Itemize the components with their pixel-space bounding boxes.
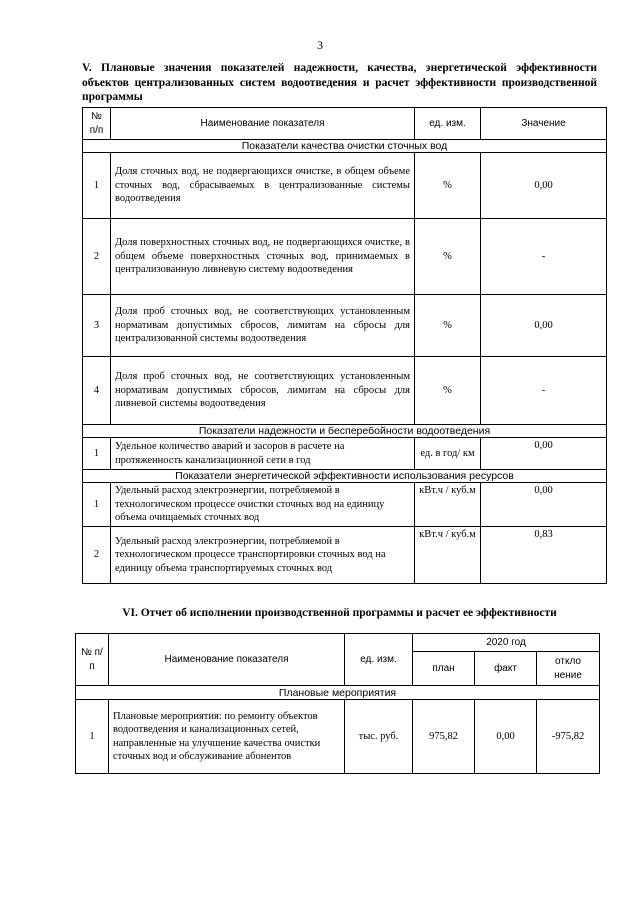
row-deviation: -975,82 <box>537 700 600 774</box>
table-header-row <box>76 634 600 652</box>
group-row <box>76 686 600 700</box>
row-value: - <box>481 357 607 425</box>
table-row <box>83 219 607 295</box>
group-title-energy: Показатели энергетической эффективности использования ресурсов <box>83 470 607 483</box>
row-unit: % <box>415 219 481 295</box>
group-title-planned: Плановые мероприятия <box>76 686 600 700</box>
table-row <box>83 357 607 425</box>
header-name: Наименование показателя <box>111 108 415 140</box>
row-plan: 975,82 <box>413 700 475 774</box>
row-name: Доля сточных вод, не подвергающихся очистке, в общем объеме сточных вод, сбрасываемых в централизованные системы водоотведения <box>111 153 415 219</box>
row-unit: ед. в год/ км <box>415 438 481 470</box>
group-row <box>83 140 607 153</box>
row-name: Удельный расход электроэнергии, потребляемой в технологическом процессе транспортировки сточных вод на единицу объема транспортируемых сточных вод <box>111 527 415 584</box>
header-unit: ед. изм. <box>345 634 413 686</box>
row-name: Доля поверхностных сточных вод, не подвергающихся очистке, в общем объеме поверхностных сточных вод, принимаемых в централизованную ливневую систему водоотведения <box>111 219 415 295</box>
row-value: 0,00 <box>481 153 607 219</box>
header-plan: план <box>413 652 475 686</box>
row-unit: % <box>415 357 481 425</box>
row-fact: 0,00 <box>475 700 537 774</box>
header-fact: факт <box>475 652 537 686</box>
table-row <box>83 295 607 357</box>
row-unit: % <box>415 295 481 357</box>
table-row <box>83 483 607 527</box>
header-deviation: откло нение <box>537 652 600 686</box>
group-row <box>83 470 607 483</box>
row-unit: кВт.ч / куб.м <box>415 527 481 584</box>
table-row <box>83 438 607 470</box>
row-value: 0,83 <box>481 527 607 584</box>
table-row <box>83 527 607 584</box>
row-name: Доля проб сточных вод, не соответствующих установленным нормативам допустимых сбросов, лимитам на сбросы для ливневой системы водоотведения <box>111 357 415 425</box>
row-value: 0,00 <box>481 438 607 470</box>
row-unit: тыс. руб. <box>345 700 413 774</box>
row-num: 2 <box>83 527 111 584</box>
row-unit: % <box>415 153 481 219</box>
row-unit: кВт.ч / куб.м <box>415 483 481 527</box>
header-num: № п/п <box>83 108 111 140</box>
program-report-table <box>75 633 600 774</box>
page-number: 3 <box>317 38 323 52</box>
row-value: 0,00 <box>481 295 607 357</box>
row-value: 0,00 <box>481 483 607 527</box>
section-6-title: VI. Отчет об исполнении производственной программы и расчет ее эффективности <box>122 607 557 619</box>
group-title-quality: Показатели качества очистки сточных вод <box>83 140 607 153</box>
table-row <box>83 153 607 219</box>
group-title-reliability: Показатели надежности и бесперебойности водоотведения <box>83 425 607 438</box>
row-num: 3 <box>83 295 111 357</box>
row-name: Плановые мероприятия: по ремонту объектов водоотведения и канализационных сетей, направленные на улучшение качества очистки сточных вод и обслуживание абонентов <box>109 700 345 774</box>
header-unit: ед. изм. <box>415 108 481 140</box>
row-num: 4 <box>83 357 111 425</box>
row-name: Удельный расход электроэнергии, потребляемой в технологическом процессе очистки сточных вод на единицу объема очищаемых сточных вод <box>111 483 415 527</box>
row-value: - <box>481 219 607 295</box>
table-row <box>76 700 600 774</box>
header-value: Значение <box>481 108 607 140</box>
row-num: 2 <box>83 219 111 295</box>
row-num: 1 <box>83 438 111 470</box>
indicators-table <box>82 107 607 584</box>
row-num: 1 <box>83 153 111 219</box>
table-header-row <box>83 108 607 140</box>
row-num: 1 <box>83 483 111 527</box>
header-year: 2020 год <box>413 634 600 652</box>
row-name: Удельное количество аварий и засоров в расчете на протяженность канализационной сети в год <box>111 438 415 470</box>
section-5-title: V. Плановые значения показателей надежности, качества, энергетической эффективности объектов централизованных систем водоотведения и расчет эффективности производственной программы <box>82 62 597 103</box>
header-num: № п/п <box>76 634 109 686</box>
header-name: Наименование показателя <box>109 634 345 686</box>
row-num: 1 <box>76 700 109 774</box>
group-row <box>83 425 607 438</box>
row-name: Доля проб сточных вод, не соответствующих установленным нормативам допустимых сбросов, лимитам на сбросы для централизованной системы водоотведения <box>111 295 415 357</box>
